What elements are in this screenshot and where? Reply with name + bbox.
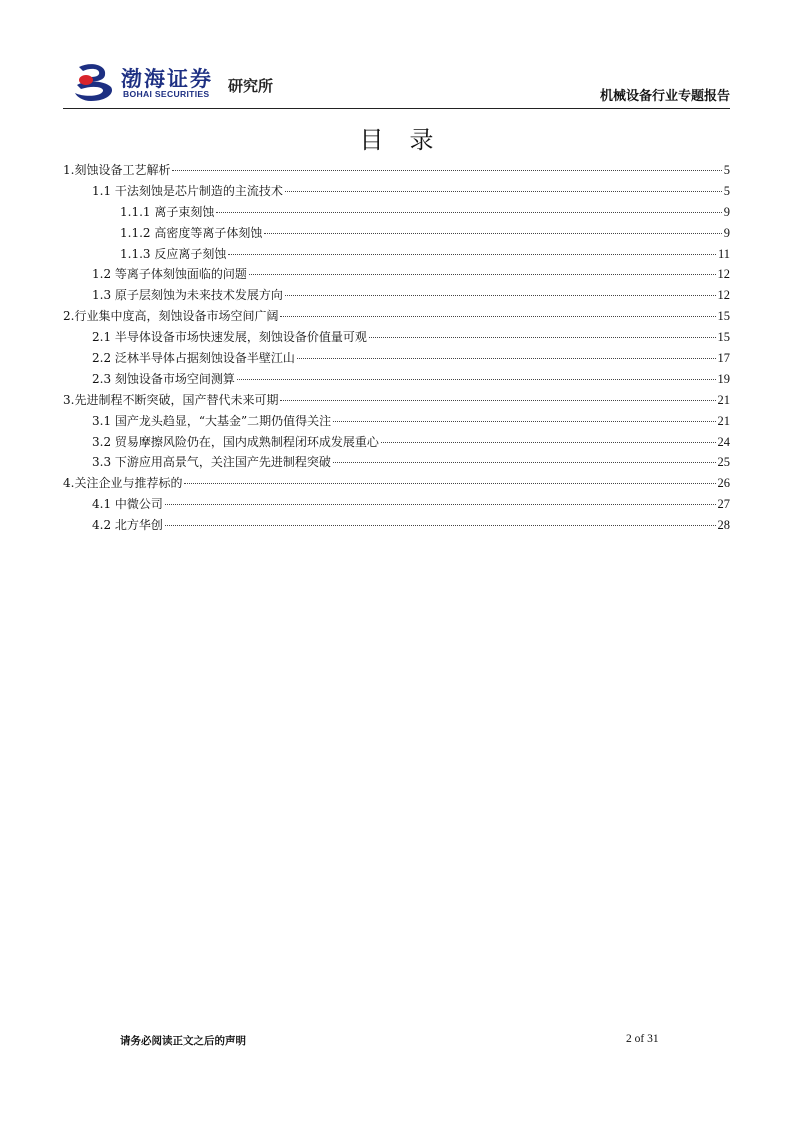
- toc-entry-label: 1.刻蚀设备工艺解析: [63, 163, 171, 177]
- toc-entry-label: 1.1.3 反应离子刻蚀: [120, 246, 227, 261]
- dot-leader: [184, 483, 715, 484]
- toc-entry-page: 15: [717, 330, 730, 345]
- toc-entry-label: 1.1.1 离子束刻蚀: [120, 204, 215, 219]
- toc-entry-label: 4.1 中微公司: [92, 497, 163, 512]
- toc-entry-page: 5: [723, 183, 730, 198]
- toc-entry-page: 24: [717, 434, 730, 449]
- toc-entry-page: 9: [723, 204, 730, 219]
- toc-entry[interactable]: [63, 285, 730, 306]
- toc-entry-page: 27: [717, 497, 730, 512]
- toc-entry[interactable]: [63, 306, 730, 327]
- toc-title: 目录: [359, 126, 460, 154]
- company-logo: [73, 61, 283, 103]
- toc-entry-label: 3.1 国产龙头趋显，“大基金”二期仍值得关注: [92, 413, 332, 428]
- dot-leader: [285, 191, 722, 192]
- toc-entry-page: 19: [717, 371, 730, 386]
- dot-leader: [249, 274, 716, 275]
- toc-entry-label: 1.3 原子层刻蚀为未来技术发展方向: [92, 288, 283, 303]
- toc-entry[interactable]: [63, 432, 730, 453]
- toc-entry-label: 2.3 刻蚀设备市场空间测算: [92, 371, 235, 386]
- bohai-logo-icon: [73, 61, 117, 103]
- toc-entry[interactable]: [63, 494, 730, 515]
- dot-leader: [280, 316, 715, 317]
- toc-entry[interactable]: [63, 160, 730, 181]
- toc-entry-label: 2.行业集中度高，刻蚀设备市场空间广阔: [63, 309, 279, 324]
- logo-chinese-name: 渤海证券: [121, 67, 213, 91]
- dot-leader: [285, 295, 716, 296]
- dot-leader: [333, 421, 715, 422]
- toc-entry-page: 21: [717, 392, 730, 407]
- toc-entry[interactable]: [63, 473, 730, 494]
- toc-entry-page: 5: [723, 163, 730, 177]
- toc-entry[interactable]: [63, 369, 730, 390]
- toc-entry-page: 21: [717, 413, 730, 428]
- toc-entry-label: 3.先进制程不断突破，国产替代未来可期: [63, 392, 279, 407]
- toc-entry-label: 3.3 下游应用高景气，关注国产先进制程突破: [92, 455, 331, 470]
- toc-entry-page: 26: [717, 476, 730, 491]
- toc-entry-page: 9: [723, 225, 730, 240]
- dot-leader: [237, 379, 716, 380]
- logo-english-name: BOHAI SECURITIES: [123, 89, 210, 99]
- toc-entry-label: 2.1 半导体设备市场快速发展，刻蚀设备价值量可观: [92, 330, 367, 345]
- institute-name: 研究所: [228, 77, 274, 95]
- toc-entry-label: 1.1.2 高密度等离子体刻蚀: [120, 225, 263, 240]
- dot-leader: [280, 400, 715, 401]
- toc-entry[interactable]: [63, 515, 730, 536]
- toc-entry-page: 12: [717, 288, 730, 303]
- toc-entry-page: 28: [717, 518, 730, 533]
- toc-entry-page: 17: [717, 351, 730, 366]
- page-header: [63, 58, 730, 109]
- toc-entry-label: 4.2 北方华创: [92, 518, 163, 533]
- toc-entry-page: 25: [717, 455, 730, 470]
- dot-leader: [165, 504, 716, 505]
- toc-entry[interactable]: [63, 223, 730, 244]
- toc-entry-page: 15: [717, 309, 730, 324]
- toc-entry[interactable]: [63, 244, 730, 265]
- toc-entry-page: 12: [717, 267, 730, 282]
- report-type: 机械设备行业专题报告: [599, 89, 730, 104]
- dot-leader: [264, 233, 721, 234]
- dot-leader: [172, 170, 721, 171]
- toc-entry[interactable]: [63, 202, 730, 223]
- dot-leader: [369, 337, 716, 338]
- toc-entry-page: 11: [717, 246, 730, 261]
- page-number: 2 of 31: [626, 1033, 659, 1045]
- table-of-contents: [63, 160, 730, 536]
- dot-leader: [165, 525, 716, 526]
- dot-leader: [228, 254, 716, 255]
- toc-entry-label: 4.关注企业与推荐标的: [63, 476, 183, 491]
- toc-entry[interactable]: [63, 348, 730, 369]
- toc-entry[interactable]: [63, 452, 730, 473]
- dot-leader: [381, 442, 716, 443]
- toc-entry-label: 1.1 干法刻蚀是芯片制造的主流技术: [92, 183, 283, 198]
- dot-leader: [216, 212, 721, 213]
- toc-entry-label: 3.2 贸易摩擦风险仍在，国内成熟制程闭环成发展重心: [92, 434, 379, 449]
- toc-entry[interactable]: [63, 264, 730, 285]
- toc-entry[interactable]: [63, 181, 730, 202]
- toc-entry[interactable]: [63, 411, 730, 432]
- disclaimer-note: 请务必阅读正文之后的声明: [120, 1035, 246, 1047]
- toc-entry[interactable]: [63, 327, 730, 348]
- toc-entry-label: 1.2 等离子体刻蚀面临的问题: [92, 267, 247, 282]
- toc-entry-label: 2.2 泛林半导体占据刻蚀设备半壁江山: [92, 351, 295, 366]
- toc-entry[interactable]: [63, 390, 730, 411]
- dot-leader: [333, 462, 716, 463]
- dot-leader: [297, 358, 716, 359]
